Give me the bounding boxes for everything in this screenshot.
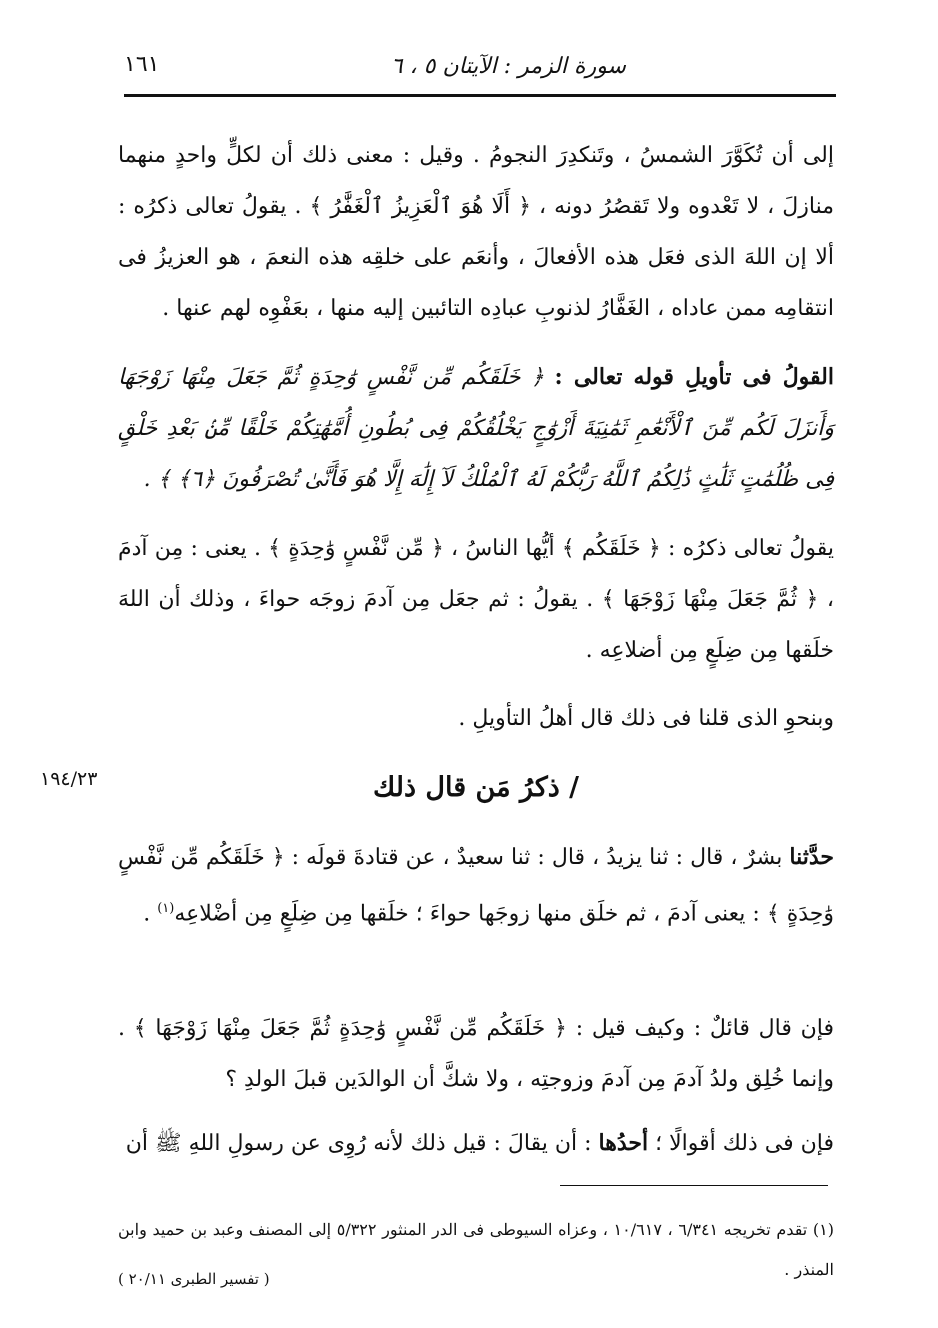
paragraph-5-lead: حدَّثنا bbox=[789, 844, 834, 870]
footnote-marker: (١) bbox=[157, 901, 175, 916]
footnote-divider bbox=[560, 1185, 828, 1186]
paragraph-7-lead: أحدُها bbox=[598, 1130, 649, 1156]
paragraph-6: فإن قال قائلٌ : وكيف قيل : ﴿ خَلَقَكُم مِّن نَّفْسٍ وَٰحِدَةٍ ثُمَّ جَعَلَ مِنْهَا زَوْجَهَا ﴾ . وإنما خُلِق ولدُ آدمَ مِن آدمَ وزوجتِه ، ولا شكَّ أن الوالدَين قبلَ الولدِ ؟ bbox=[118, 1016, 834, 1092]
paragraph-4: وبنحوِ الذى قلنا فى ذلك قال أهلُ التأويلِ . bbox=[458, 706, 834, 731]
running-title: سورة الزمر : الآيتان ٥ ، ٦ bbox=[390, 54, 626, 79]
paragraph-2 bbox=[118, 352, 834, 505]
section-title: / ذكرُ مَن قال ذلك bbox=[372, 772, 579, 803]
paragraph-2-heading: القولُ فى تأويلِ قوله تعالى : bbox=[554, 364, 834, 390]
paragraph-7 bbox=[118, 1118, 834, 1169]
paragraph-3: يقولُ تعالى ذكرُه : ﴿ خَلَقَكُم ﴾ أيُّها الناسُ ، ﴿ مِّن نَّفْسٍ وَٰحِدَةٍ ﴾ . يعنى : مِن آدمَ ، ﴿ ثُمَّ جَعَلَ مِنْهَا زَوْجَهَا ﴾ . يقولُ : ثم جعَل مِن آدمَ زوجَه حواءَ ، وذلك أن اللهَ خلَقها مِن ضِلَعٍ مِن أضلاعِه . bbox=[118, 536, 834, 663]
paragraph-7-text-b: : أن يقالَ : قيل ذلك لأنه رُوِى عن رسولِ اللهِ ﷺ أن bbox=[125, 1131, 592, 1156]
margin-reference: ١٩٤/٢٣ bbox=[40, 768, 98, 790]
page-number: ١٦١ bbox=[124, 52, 160, 77]
footnote: (١) تقدم تخريجه ٦/٣٤١ ، ١٠/٦١٧ ، وعزاه السيوطى فى الدر المنثور ٥/٣٢٢ إلى المصنف وعبد بن حميد وابن المنذر . bbox=[118, 1220, 834, 1279]
paragraph-1: إلى أن تُكَوَّرَ الشمسُ ، وتَنكدِرَ النجومُ . وقيل : معنى ذلك أن لكلٍّ واحدٍ منهما منازلَ ، لا تَعْدوه ولا تَقصُرُ دونه ، ﴿ أَلَا هُوَ ٱلْعَزِيزُ ٱلْغَفَّٰرُ ﴾ . يقولُ تعالى ذكرُه : ألا إن اللهَ الذى فعَل هذه الأفعالَ ، وأنعَم على خلقِه هذه النعمَ ، هو العزيزُ فى انتقامِه ممن عاداه ، الغَفَّارُ لذنوبِ عبادِه التائبين إليه منها ، بعَفْوِه لهم عنها . bbox=[118, 143, 834, 321]
paragraph-5 bbox=[118, 832, 834, 939]
page-header bbox=[124, 48, 836, 97]
paragraph-5-text: بشرٌ ، قال : ثنا يزيدُ ، قال : ثنا سعيدٌ ، عن قتادةَ قولَه : ﴿ خَلَقَكُم مِّن نَّفْسٍ وَٰحِدَةٍ ﴾ : يعنى آدمَ ، ثم خلَق منها زوجَها حواءَ ؛ خلَقها مِن ضِلَعٍ مِن أضْلاعِه bbox=[118, 845, 834, 927]
page-footer: ( تفسير الطبرى ٢٠/١١ ) bbox=[118, 1270, 270, 1288]
quran-verse: ﴿ خَلَقَكُم مِّن نَّفْسٍ وَٰحِدَةٍ ثُمَّ جَعَلَ مِنْهَا زَوْجَهَا وَأَنزَلَ لَكُم مِّنَ ٱلْأَنْعَٰمِ ثَمَٰنِيَةَ أَزْوَٰجٍ يَخْلُقُكُمْ فِى بُطُونِ أُمَّهَٰتِكُمْ خَلْقًا مِّنۢ بَعْدِ خَلْقٍ فِى ظُلُمَٰتٍ ثَلَٰثٍ ذَٰلِكُمُ ٱللَّهُ رَبُّكُمْ لَهُ ٱلْمُلْكُ لَآ إِلَٰهَ إِلَّا هُوَ فَأَنَّىٰ تُصْرَفُونَ ﴿٦﴾ ﴾ . bbox=[118, 365, 834, 492]
paragraph-5-end: . bbox=[143, 901, 158, 927]
paragraph-7-text-a: فإن فى ذلك أقوالًا ؛ bbox=[655, 1131, 834, 1156]
